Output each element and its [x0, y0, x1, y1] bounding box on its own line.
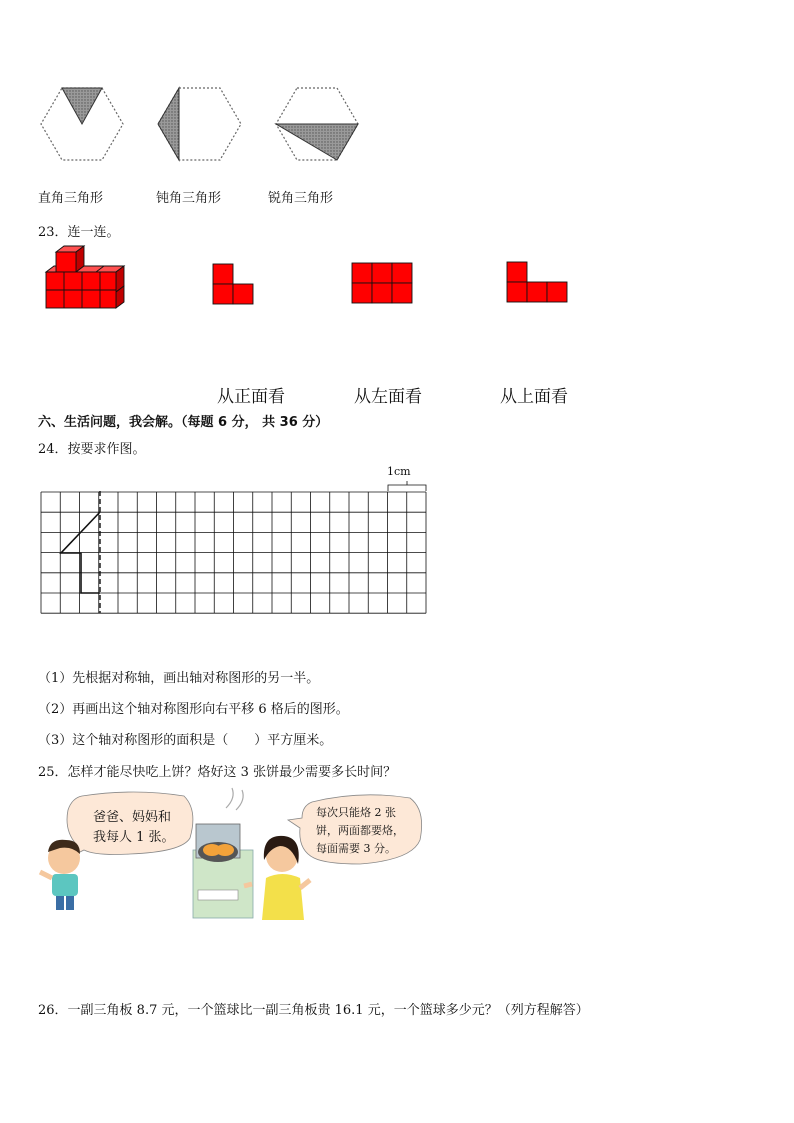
mom-figure [244, 836, 310, 920]
boy-bubble-line-2: 我每人 1 张。 [93, 830, 175, 845]
question-25-title: 25．怎样才能尽快吃上饼？烙好这 3 张饼最少需要多长时间？ [38, 765, 397, 780]
boy-bubble-text [93, 808, 175, 848]
question-24-part-3: （3）这个轴对称图形的面积是（ ）平方厘米。 [38, 733, 333, 748]
scale-label: 1cm [387, 465, 411, 478]
boy-figure [40, 840, 80, 910]
hexagon-label-3: 锐角三角形 [268, 191, 334, 206]
view-label-top: 从上面看 [500, 387, 568, 407]
boy-bubble-line-1: 爸爸、妈妈和 [93, 810, 172, 825]
question-24-part-1: （1）先根据对称轴，画出轴对称图形的另一半。 [38, 671, 320, 686]
mom-bubble-line-2: 饼，两面都要烙， [316, 824, 404, 837]
hexagon-label-1: 直角三角形 [38, 191, 104, 206]
section-6-title: 六、生活问题，我会解。（每题 6 分， 共 36 分） [38, 415, 329, 430]
hexagon-label-2: 钝角三角形 [156, 191, 222, 206]
question-23-title: 23．连一连。 [38, 225, 120, 240]
question-24-part-2: （2）再画出这个轴对称图形向右平移 6 格后的图形。 [38, 702, 349, 717]
view-label-left: 从左面看 [354, 387, 422, 407]
mom-bubble-line-1: 每次只能烙 2 张 [316, 806, 396, 819]
mom-bubble-text [316, 804, 404, 858]
view-label-front: 从正面看 [217, 387, 285, 407]
stove-with-pan [193, 788, 253, 918]
question-24-title: 24．按要求作图。 [38, 442, 146, 457]
mom-bubble-line-3: 每面需要 3 分。 [316, 842, 396, 855]
question-26-title: 26．一副三角板 8.7 元，一个篮球比一副三角板贵 16.1 元，一个篮球多少元？（列方程解答） [38, 1003, 589, 1018]
